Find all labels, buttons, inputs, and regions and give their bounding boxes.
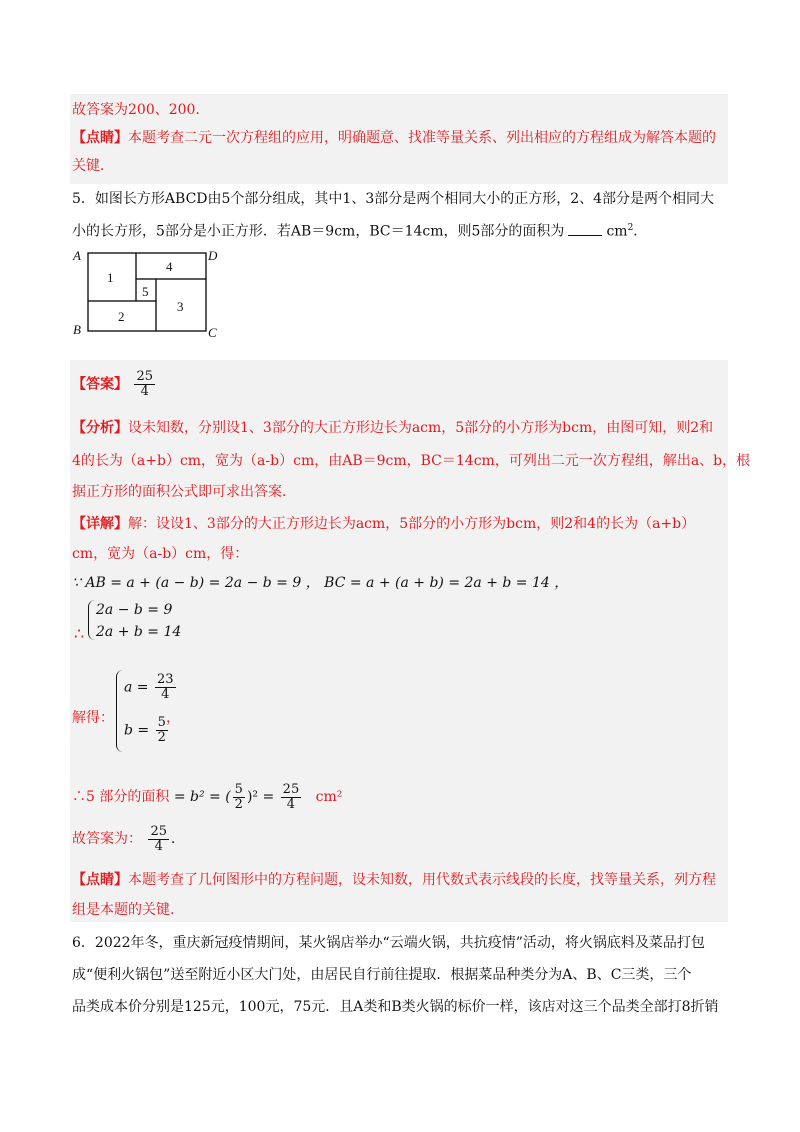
analysis-line2: 4的长为（a+b）cm，宽为（a-b）cm，由AB＝9cm，BC＝14cm，可列出二元一次方程组，解出a、b，根 [72, 453, 751, 469]
question5-line1: 5．如图长方形ABCD由5个部分组成，其中1、3部分是两个相同大小的正方形，2、4部分是两个相同大 [72, 191, 715, 207]
question6-line3: 品类成本价分别是125元，100元，75元．且A类和B类火锅的标价一样，该店对这三个品类全部打8折销 [72, 999, 719, 1015]
solution-brace [116, 670, 123, 752]
area-fraction2 [281, 783, 302, 812]
analysis-tag: 【分析】 [72, 420, 128, 436]
final-denominator: 4 [154, 838, 163, 854]
answer-blank [568, 221, 602, 236]
solve-label: 解得： [72, 710, 114, 726]
period: ． [633, 223, 648, 240]
comment-text: 本题考查二元一次方程组的应用，明确题意、找准等量关系、列出相应的方程组成为解答本题的 [128, 130, 716, 146]
previous-comment-line1 [72, 128, 716, 148]
part-label-3: 3 [177, 299, 184, 314]
system-equation1: 2a − b = 9 [96, 602, 173, 618]
detail-line2: cm，宽为（a-b）cm，得： [72, 546, 249, 562]
analysis-line1 [72, 418, 713, 438]
area-numerator1: 5 [234, 781, 243, 797]
question6-line1: 6．2022年冬，重庆新冠疫情期间，某火锅店举办“云端火锅，共抗疫情”活动，将火锅底料及菜品打包 [72, 935, 705, 951]
comment2-line1 [72, 870, 716, 890]
system-equation2: 2a + b = 14 [96, 624, 182, 640]
solution-b-numerator: 5 [157, 715, 166, 730]
final-fraction [148, 825, 169, 854]
part-label-1: 1 [107, 270, 114, 285]
question5-line2 [72, 218, 647, 242]
area-unit: cm² [315, 789, 343, 805]
area-prefix: ∴5 部分的面积 [72, 789, 170, 805]
equation-line: ∵ AB = a + (a − b) = 2a − b = 9 ， BC = a + (a + b) = 2a + b = 14 ， [72, 575, 569, 591]
system-brace [88, 600, 95, 640]
question6-line2: 成“便利火锅包”送至附近小区大门处，由居民自行前往提取．根据菜品种类分为A、B、C三类，三个 [72, 967, 692, 983]
answer-fraction [134, 370, 155, 399]
answer-tag: 【答案】 [72, 376, 128, 393]
area-denominator2: 4 [286, 796, 296, 812]
solution-a-label: a = [124, 679, 149, 696]
previous-answer-line: 故答案为200、200． [72, 102, 210, 118]
final-answer-line [72, 820, 185, 858]
comment-tag: 【点睛】 [72, 130, 128, 146]
area-eq1: = b² = ( [173, 789, 231, 805]
detail-line1 [72, 514, 695, 534]
analysis-text1: 设未知数，分别设1、3部分的大正方形边长为acm，5部分的小方形为bcm，由图可知，则2和 [128, 420, 714, 436]
solution-b-denominator: 2 [157, 730, 166, 745]
final-numerator: 25 [150, 823, 167, 839]
comment2-text1: 本题考查了几何图形中的方程问题，设未知数，用代数式表示线段的长度，找等量关系，列方程 [128, 872, 716, 888]
question5-text: 小的长方形，5部分是小正方形．若AB＝9cm，BC＝14cm，则5部分的面积为 [72, 223, 565, 240]
final-label: 故答案为： [72, 831, 142, 847]
comment2-tag: 【点睛】 [72, 872, 128, 888]
solution-b [124, 716, 170, 745]
solution-a-numerator: 23 [156, 672, 174, 687]
area-eq2: )² = [246, 789, 275, 805]
part-label-2: 2 [118, 309, 125, 324]
previous-comment-line2: 关键． [72, 158, 114, 174]
area-denominator1: 2 [234, 796, 243, 812]
solution-comma: ， [166, 710, 180, 726]
solution-a [124, 673, 178, 702]
area-fraction1 [233, 783, 245, 812]
vertex-b: B [73, 322, 81, 337]
area-line [72, 778, 342, 816]
answer-denominator: 4 [140, 384, 149, 399]
part-label-4: 4 [166, 259, 173, 274]
part-label-5: 5 [142, 284, 149, 299]
rectangle-figure [70, 244, 250, 344]
solution-a-denominator: 4 [161, 687, 170, 702]
detail-tag: 【详解】 [72, 516, 128, 532]
solution-a-fraction [155, 673, 176, 702]
vertex-a: A [73, 248, 81, 263]
detail-text1: 解：设设1、3部分的大正方形边长为acm，5部分的小方形为bcm，则2和4的长为（a+b） [128, 516, 696, 532]
area-numerator2: 25 [282, 781, 300, 797]
vertex-d: D [208, 248, 218, 263]
unit: cm [606, 223, 628, 240]
comment2-line2: 组是本题的关键． [72, 902, 184, 918]
analysis-line3: 据正方形的面积公式即可求出答案． [72, 484, 296, 500]
vertex-c: C [208, 325, 217, 340]
answer-numerator: 25 [136, 369, 153, 384]
answer-line [72, 370, 157, 399]
unit-superscript: 2 [627, 223, 634, 233]
final-period: ． [171, 831, 185, 847]
therefore-symbol: ∴ [74, 624, 85, 643]
solution-b-label: b = [124, 722, 150, 739]
